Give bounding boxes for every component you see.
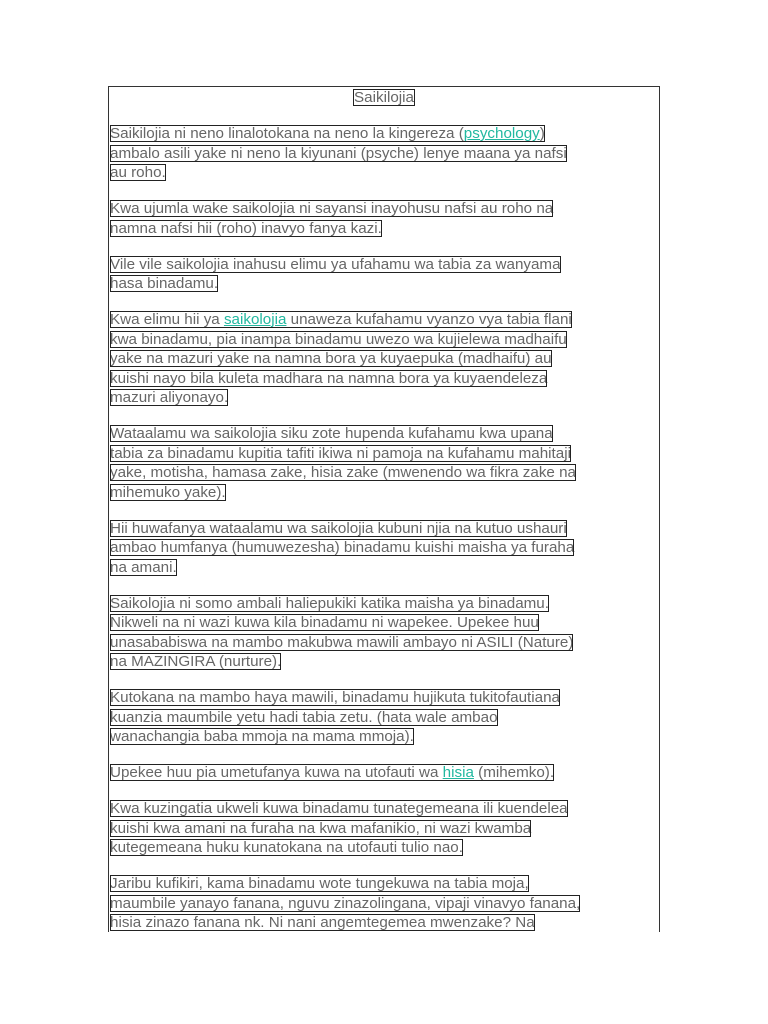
text-segment: yake, motisha, hamasa zake, hisia zake (mwenendo wa fikra zake na (110, 464, 576, 481)
text-segment: hisia zinazo fanana nk. Ni nani angemtegemea mwenzake? Na (110, 914, 535, 931)
text-line-box (110, 256, 561, 273)
text-segment: unasababiswa na mambo makubwa mawili ambayo ni ASILI (Nature) (110, 633, 574, 651)
text-segment: yake na mazuri yake na namna bora ya kuyaepuka (madhaifu) au (110, 350, 552, 367)
text-line (110, 652, 281, 672)
inline-link[interactable]: saikolojia (223, 311, 287, 328)
text-segment: ) (539, 125, 545, 142)
text-line-box (110, 728, 414, 745)
paragraph (109, 594, 659, 672)
text-line-box (110, 311, 572, 328)
text-segment: namna nafsi hii (roho) inavyo fanya kazi. (110, 219, 382, 237)
text-line (110, 874, 529, 894)
text-line (110, 124, 545, 144)
text-segment: mihemuko yake). (110, 483, 226, 501)
text-line-box (110, 614, 539, 631)
text-line (110, 310, 572, 330)
text-line (110, 388, 228, 408)
paragraph (109, 424, 659, 502)
text-line (110, 144, 567, 164)
text-segment: tabia za binadamu kupitia tafiti ikiwa ni pamoja na kufahamu mahitaji (110, 444, 571, 462)
text-segment: kutegemeana huku kunatokana na utofauti tulio nao. (110, 839, 463, 856)
text-segment: Kwa kuzingatia ukweli kuwa binadamu tunategemeana ili kuendelea (110, 800, 568, 817)
text-segment: ambao humfanya (humuwezesha) binadamu kuishi maisha ya furaha (110, 539, 575, 556)
text-segment: au roho. (110, 164, 166, 181)
paragraph (109, 519, 659, 578)
text-segment: Hii huwafanya wataalamu wa saikolojia kubuni njia na kutuo ushauri (110, 519, 567, 537)
text-segment: kuanzia maumbile yetu hadi tabia zetu. (hata wale ambao (110, 708, 498, 726)
text-line (110, 819, 531, 839)
document-title: Saikilojia (354, 89, 414, 106)
paragraph (109, 199, 659, 238)
text-line (110, 483, 226, 503)
text-segment: Upekee huu pia umetufanya kuwa na utofauti wa (110, 764, 443, 781)
text-line-box (110, 464, 576, 481)
text-line (110, 894, 580, 914)
text-segment: Jaribu kufikiri, kama binadamu wote tungekuwa na tabia moja, (110, 875, 529, 892)
text-segment: na MAZINGIRA (nurture). (110, 653, 282, 670)
text-segment: Saikolojia ni somo ambali haliepukiki katika maisha ya binadamu. (110, 594, 549, 612)
text-line-box (110, 145, 567, 162)
text-line-box (110, 164, 166, 181)
text-line (110, 594, 549, 614)
text-line (110, 219, 382, 239)
text-line (110, 613, 539, 633)
text-line-box (110, 220, 382, 237)
text-line (110, 424, 553, 444)
text-line (110, 708, 498, 728)
text-segment: mazuri aliyonayo. (110, 389, 229, 406)
text-line (110, 519, 567, 539)
text-line-box (110, 350, 552, 367)
paragraph (109, 688, 659, 747)
text-line-box (110, 764, 554, 781)
text-segment: Kwa elimu hii ya (110, 311, 224, 328)
paragraph (109, 763, 659, 783)
text-segment: maumbile yanayo fanana, nguvu zinazolingana, vipaji vinavyo fanana, (110, 894, 581, 912)
text-line (110, 330, 567, 350)
text-line (110, 763, 554, 783)
text-segment: kuishi nayo bila kuleta madhara na namna bora ya kuyaendeleza (110, 369, 548, 387)
text-line-box (110, 389, 228, 406)
document-body (109, 124, 659, 932)
text-line (110, 538, 574, 558)
text-line-box (110, 895, 580, 912)
text-line (110, 799, 568, 819)
text-line-box (110, 331, 567, 348)
paragraph (109, 255, 659, 294)
text-segment: hasa binadamu. (110, 275, 219, 292)
paragraph (109, 310, 659, 408)
text-line-box (110, 800, 568, 817)
text-line-box (110, 484, 226, 501)
text-line-box (110, 595, 549, 612)
text-segment: Vile vile saikolojia inahusu elimu ya ufahamu wa tabia za wanyama (110, 255, 561, 273)
text-line-box (110, 200, 553, 217)
text-line (110, 369, 547, 389)
text-line-box (110, 445, 571, 462)
text-segment: Nikweli na ni wazi kuwa kila binadamu ni wapekee. Upekee huu (110, 614, 539, 631)
text-segment: Saikilojia ni neno linalotokana na neno la kingereza ( (110, 125, 464, 142)
text-line (110, 255, 561, 275)
text-segment: na amani. (110, 558, 177, 576)
text-line (110, 913, 535, 932)
text-segment: Kwa ujumla wake saikolojia ni sayansi inayohusu nafsi au roho na (110, 200, 554, 217)
text-line-box (110, 520, 567, 537)
text-segment: wanachangia baba mmoja na mama mmoja). (110, 728, 414, 745)
text-line-box (110, 275, 218, 292)
text-line-box (110, 559, 177, 576)
text-line-box (110, 539, 574, 556)
text-line (110, 633, 573, 653)
document-page (108, 86, 660, 932)
text-segment: unaweza kufahamu vyanzo vya tabia flani (286, 311, 572, 328)
text-line-box (110, 634, 573, 651)
text-line-box (110, 370, 547, 387)
text-line (110, 199, 553, 219)
inline-link[interactable]: psychology (463, 125, 540, 142)
text-line (110, 463, 576, 483)
text-segment: kwa binadamu, pia inampa binadamu uwezo wa kujielewa madhaifu (110, 330, 567, 348)
document-title-wrap (109, 88, 659, 108)
text-line-box (110, 709, 498, 726)
paragraph (109, 799, 659, 858)
inline-link[interactable]: hisia (442, 764, 474, 781)
text-segment: kuishi kwa amani na furaha na kwa mafanikio, ni wazi kwamba (110, 819, 532, 837)
text-line (110, 558, 177, 578)
text-segment: ambalo asili yake ni neno la kiyunani (psyche) lenye maana ya nafsi (110, 144, 567, 162)
text-line (110, 688, 560, 708)
text-line (110, 444, 571, 464)
text-line-box (110, 689, 560, 706)
text-segment: Kutokana na mambo haya mawili, binadamu hujikuta tukitofautiana (110, 689, 560, 706)
text-line-box (110, 425, 553, 442)
text-line-box (110, 875, 529, 892)
text-line (110, 838, 463, 858)
text-line (110, 727, 414, 747)
paragraph (109, 124, 659, 183)
text-line-box (110, 653, 281, 670)
text-line (110, 274, 218, 294)
text-line (110, 349, 552, 369)
text-line (110, 163, 166, 183)
paragraph (109, 874, 659, 932)
text-segment: (mihemko). (473, 764, 555, 781)
text-line-box (110, 820, 531, 837)
text-line-box (110, 914, 535, 931)
text-segment: Wataalamu wa saikolojia siku zote hupenda kufahamu kwa upana (110, 425, 553, 442)
text-line-box (110, 125, 545, 142)
text-line-box (110, 839, 463, 856)
